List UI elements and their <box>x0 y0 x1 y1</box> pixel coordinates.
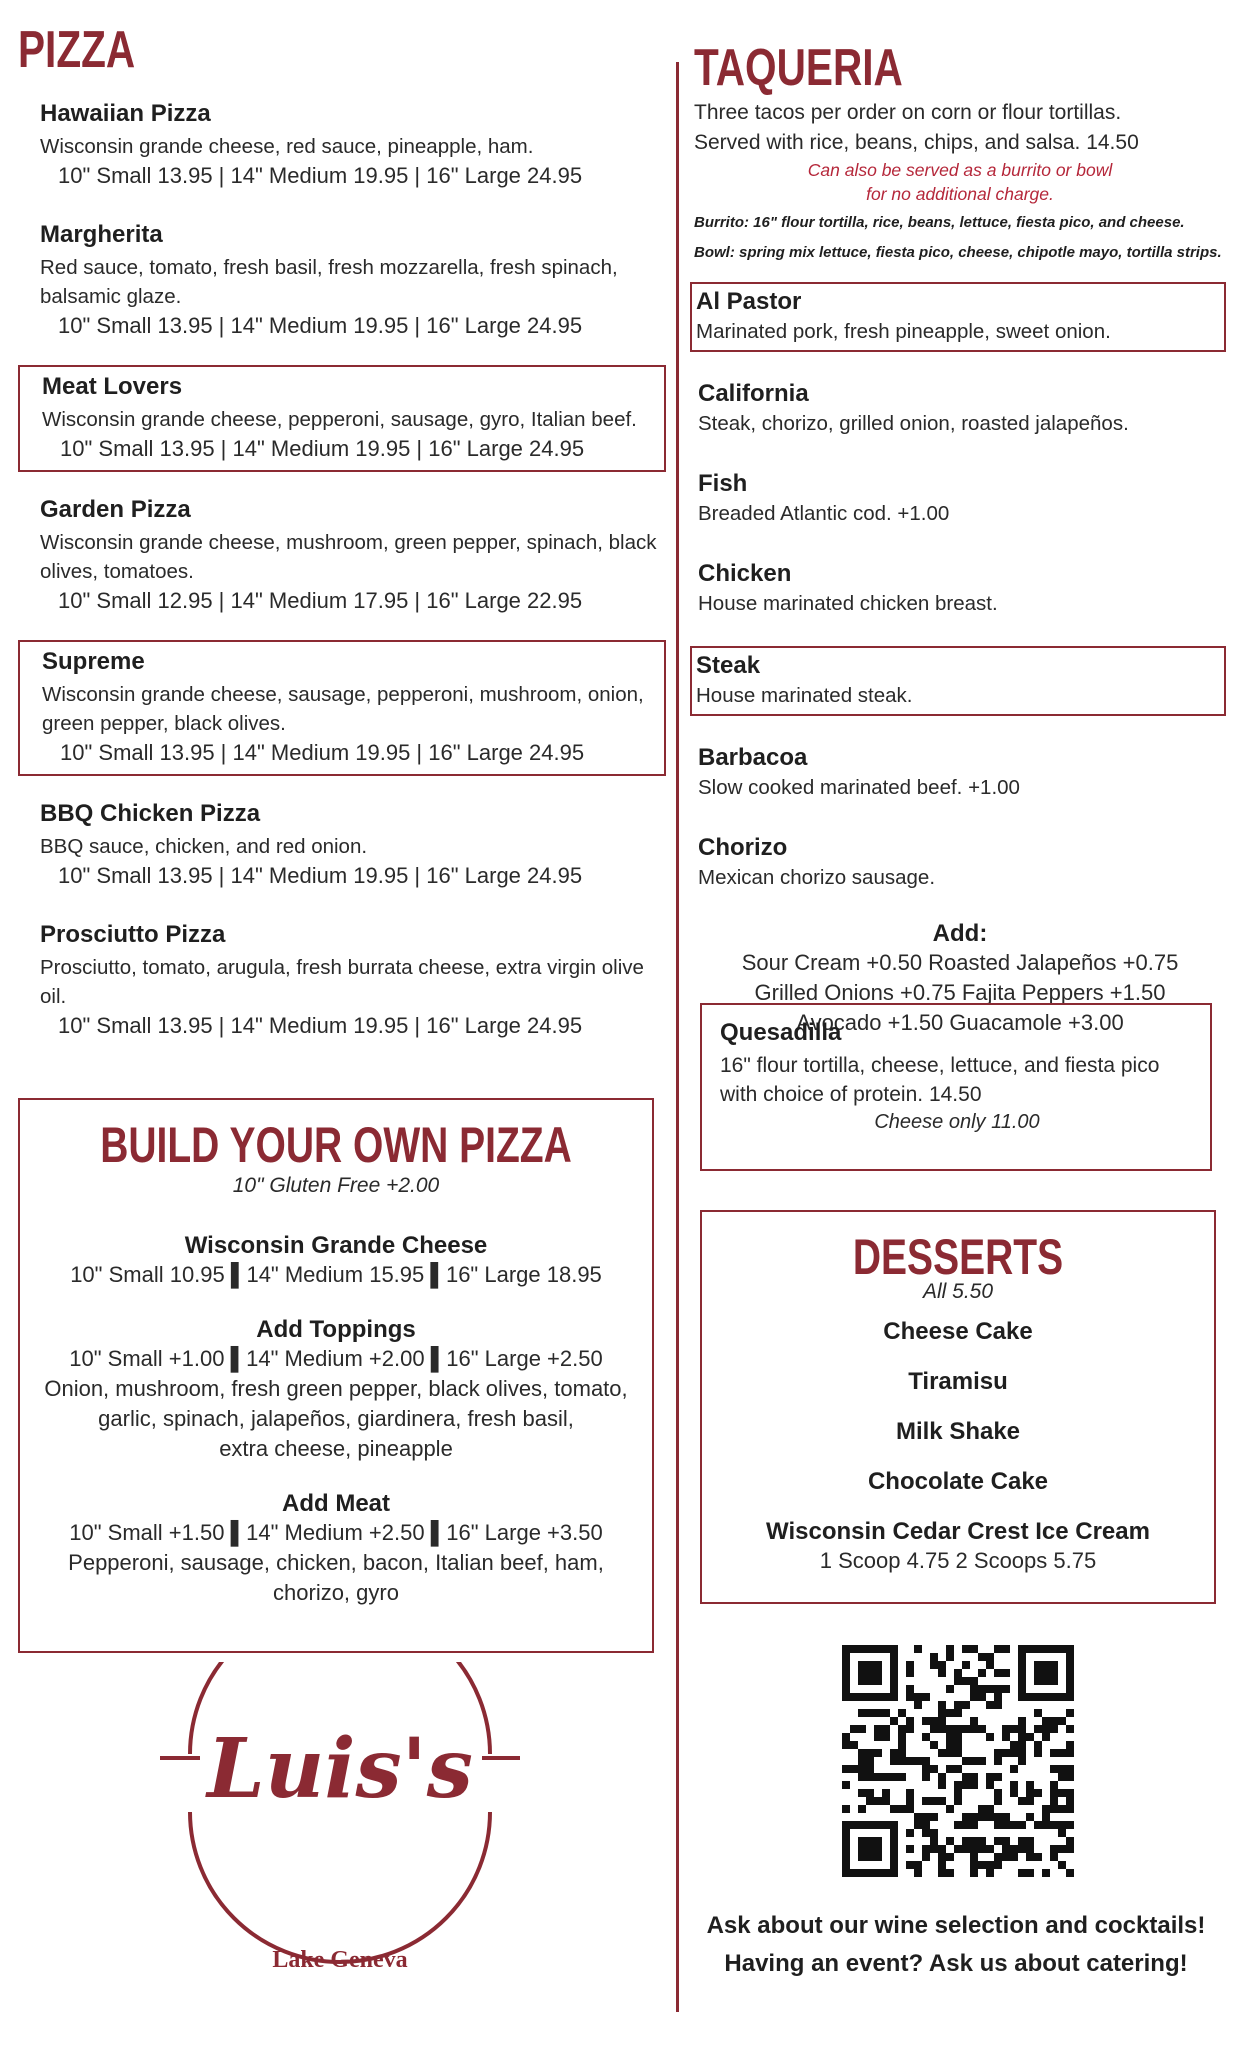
pizza-item <box>18 915 658 1047</box>
taco-item <box>690 646 1226 716</box>
dessert-item: Cheese Cake <box>883 1318 1033 1345</box>
pizza-sizes: 10" Small 13.95 | 14" Medium 19.95 | 16" Large 24.95 <box>58 163 583 188</box>
taco-desc: Breaded Atlantic cod. +1.00 <box>698 502 950 525</box>
pizza-sizes: 10" Small 13.95 | 14" Medium 19.95 | 16" Large 24.95 <box>60 436 585 461</box>
quesadilla-desc: with choice of protein. 14.50 <box>720 1083 982 1106</box>
taco-list <box>694 282 1226 896</box>
pizza-name: Garden Pizza <box>40 496 191 523</box>
pizza-desc: Wisconsin grande cheese, mushroom, green pepper, spinach, black olives, tomatoes. <box>40 531 657 583</box>
quesadilla-name: Quesadilla <box>720 1019 842 1046</box>
quesadilla-desc: 16" flour tortilla, cheese, lettuce, and fiesta pico <box>720 1054 1160 1077</box>
pizza-name: BBQ Chicken Pizza <box>40 800 261 827</box>
pizza-list <box>18 94 658 1047</box>
pizza-name: Prosciutto Pizza <box>40 921 226 948</box>
toppings-list-line: Onion, mushroom, fresh green pepper, black olives, tomato, <box>44 1376 628 1401</box>
taco-item <box>694 740 1226 806</box>
taqueria-intro: Three tacos per order on corn or flour tortillas. <box>694 101 1122 124</box>
cheese-prices: 10" Small 10.95 ▌14" Medium 15.95 ▌16" Large 18.95 <box>70 1262 602 1287</box>
pizza-sizes: 10" Small 12.95 | 14" Medium 17.95 | 16" Large 22.95 <box>58 588 583 613</box>
quesadilla-cheese-only: Cheese only 11.00 <box>874 1111 1040 1133</box>
dessert-item: Wisconsin Cedar Crest Ice Cream <box>766 1518 1150 1545</box>
luis-logo <box>160 1662 520 1982</box>
ice-cream-prices: 1 Scoop 4.75 2 Scoops 5.75 <box>819 1548 1097 1573</box>
pizza-item <box>18 365 666 472</box>
taco-item <box>694 830 1226 896</box>
taco-desc: Steak, chorizo, grilled onion, roasted jalapeños. <box>698 412 1129 435</box>
meat-list-line: Pepperoni, sausage, chicken, bacon, Italian beef, ham, <box>68 1550 604 1575</box>
taco-desc: Slow cooked marinated beef. +1.00 <box>698 776 1020 799</box>
add-ons-line: Sour Cream +0.50 Roasted Jalapeños +0.75 <box>741 950 1179 975</box>
column-divider <box>676 62 679 2012</box>
pizza-name: Margherita <box>40 221 163 248</box>
pizza-name: Meat Lovers <box>42 373 183 400</box>
pizza-sizes: 10" Small 13.95 | 14" Medium 19.95 | 16" Large 24.95 <box>60 740 585 765</box>
taco-name: Fish <box>698 470 748 497</box>
pizza-item <box>18 640 666 776</box>
pizza-item <box>18 94 658 197</box>
pizza-title: PIZZA <box>18 21 136 79</box>
pizza-desc: Prosciutto, tomato, arugula, fresh burrata cheese, extra virgin olive oil. <box>40 956 644 1008</box>
logo-wordmark: Luis's <box>207 1721 473 1817</box>
taco-name: Al Pastor <box>696 288 802 315</box>
pizza-section <box>18 20 658 1065</box>
burrito-note: Burrito: 16" flour tortilla, rice, beans, lettuce, fiesta pico, and cheese. <box>694 214 1185 231</box>
pizza-name: Supreme <box>42 648 145 675</box>
taco-name: Barbacoa <box>698 744 808 771</box>
footer-wine-line: Ask about our wine selection and cocktails! <box>706 1912 1206 1939</box>
pizza-name: Hawaiian Pizza <box>40 100 211 127</box>
footer-catering-line: Having an event? Ask us about catering! <box>724 1950 1188 1977</box>
pizza-desc: Wisconsin grande cheese, pepperoni, sausage, gyro, Italian beef. <box>42 408 637 431</box>
taco-name: California <box>698 380 809 407</box>
bowl-note: Bowl: spring mix lettuce, fiesta pico, cheese, chipotle mayo, tortilla strips. <box>694 244 1222 261</box>
taqueria-title: TAQUERIA <box>694 39 903 97</box>
pizza-desc: Wisconsin grande cheese, sausage, pepperoni, mushroom, onion, green pepper, black olives. <box>42 683 644 735</box>
burrito-bowl-note: for no additional charge. <box>866 184 1054 204</box>
taco-name: Chicken <box>698 560 792 587</box>
pizza-item <box>18 490 658 622</box>
pizza-sizes: 10" Small 13.95 | 14" Medium 19.95 | 16" Large 24.95 <box>58 1013 583 1038</box>
taco-desc: Marinated pork, fresh pineapple, sweet onion. <box>696 320 1111 343</box>
desserts-price: All 5.50 <box>922 1280 994 1303</box>
add-ons-line: Avocado +1.50 Guacamole +3.00 <box>796 1010 1124 1035</box>
taco-desc: House marinated steak. <box>696 684 913 707</box>
qr-code-icon[interactable] <box>842 1645 1074 1877</box>
logo-location: Lake Geneva <box>272 1947 408 1973</box>
pizza-item <box>18 215 658 347</box>
taco-name: Chorizo <box>698 834 788 861</box>
toppings-heading: Add Toppings <box>256 1316 416 1343</box>
dessert-item: Chocolate Cake <box>867 1468 1049 1495</box>
taco-name: Steak <box>696 652 761 679</box>
gluten-free-note: 10" Gluten Free +2.00 <box>232 1174 440 1197</box>
toppings-list-line: extra cheese, pineapple <box>219 1436 453 1461</box>
desserts-title: DESSERTS <box>852 1229 1064 1285</box>
desserts-box <box>700 1210 1216 1604</box>
dessert-list <box>702 1318 1214 1546</box>
taco-desc: Mexican chorizo sausage. <box>698 866 936 889</box>
dessert-item: Tiramisu <box>908 1368 1008 1395</box>
meat-list-line: chorizo, gyro <box>273 1580 399 1605</box>
logo-emblem-icon <box>160 1662 520 1982</box>
add-ons-line: Grilled Onions +0.75 Fajita Peppers +1.50 <box>754 980 1166 1005</box>
taqueria-intro: Served with rice, beans, chips, and salsa. 14.50 <box>694 131 1139 154</box>
pizza-sizes: 10" Small 13.95 | 14" Medium 19.95 | 16" Large 24.95 <box>58 313 583 338</box>
quesadilla-box <box>700 1003 1212 1171</box>
taco-item <box>694 376 1226 442</box>
meat-prices: 10" Small +1.50 ▌14" Medium +2.50 ▌16" Large +3.50 <box>69 1520 603 1545</box>
taco-item <box>690 282 1226 352</box>
burrito-bowl-note: Can also be served as a burrito or bowl <box>807 160 1113 180</box>
toppings-list-line: garlic, spinach, jalapeños, giardinera, fresh basil, <box>98 1406 574 1431</box>
cheese-heading: Wisconsin Grande Cheese <box>184 1232 488 1259</box>
meat-heading: Add Meat <box>282 1490 390 1517</box>
taco-item <box>694 466 1226 532</box>
toppings-prices: 10" Small +1.00 ▌14" Medium +2.00 ▌16" Large +2.50 <box>69 1346 603 1371</box>
build-your-own-box <box>18 1098 654 1653</box>
byo-title: BUILD YOUR OWN PIZZA <box>100 1117 572 1173</box>
footer <box>700 1912 1212 1988</box>
pizza-desc: BBQ sauce, chicken, and red onion. <box>40 835 368 858</box>
dessert-item: Milk Shake <box>895 1418 1021 1445</box>
taco-desc: House marinated chicken breast. <box>698 592 998 615</box>
add-ons-heading: Add: <box>932 920 988 947</box>
pizza-desc: Wisconsin grande cheese, red sauce, pineapple, ham. <box>40 135 534 158</box>
taco-item <box>694 556 1226 622</box>
pizza-item <box>18 794 658 897</box>
taqueria-section <box>694 38 1226 1038</box>
pizza-sizes: 10" Small 13.95 | 14" Medium 19.95 | 16" Large 24.95 <box>58 863 583 888</box>
pizza-desc: Red sauce, tomato, fresh basil, fresh mozzarella, fresh spinach, balsamic glaze. <box>40 256 618 308</box>
